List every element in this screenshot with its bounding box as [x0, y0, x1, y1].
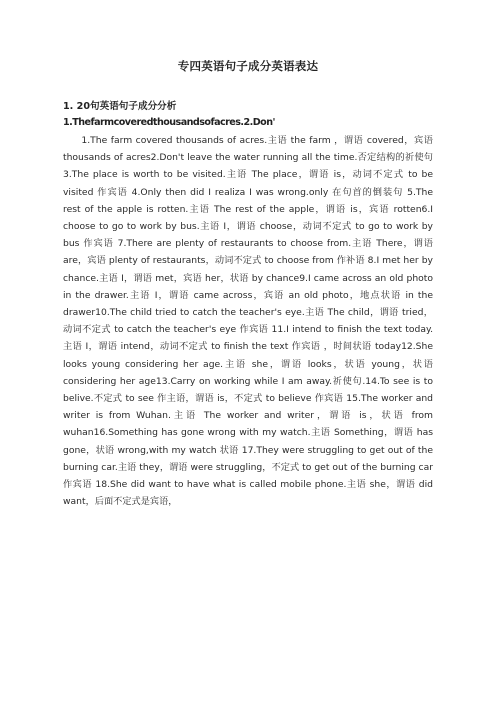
section-subheading: 1.Thefarmcoveredthousandsofacres.2.Don'	[63, 117, 275, 128]
body-paragraph: 1.The farm covered thousands of acres.主语 the farm ，谓语 covered，宾语 thousands of acres2.Don't leave the water running all the time.否定结构的祈使句 3.The place is worth to be visited.主语 The place，谓语 is，动词不定式 to be visited 作宾语 4.Only then did I realiza I was wrong.only 在句首的倒装句 5.The rest of the apple is rotten.主语 The rest of the apple，谓语 is，宾语 rotten6.I choose to go to work by bus.主语 I，谓语 choose，动词不定式 to go to work by bus 作宾语 7.There are plenty of restaurants to choose from.主语 There，谓语 are，宾语 plenty of restaurants，动词不定式 to choose from 作补语 8.I met her by chance.主语 I，谓语 met，宾语 her，状语 by chance9.I came across an old photo in the drawer.主语 I，谓语 came across，宾语 an old photo，地点状语 in the drawer10.The child tried to catch the teacher's eye.主语 The child，谓语 tried，动词不定式 to catch the teacher's eye 作宾语 11.I intend to finish the text today.主语 I，谓语 intend，动词不定式 to finish the text 作宾语 ，时间状语 today12.She looks young considering her age.主语 she，谓语 looks，状语 young，状语 considering her age13.Carry on working while I am away.祈使句.14.To see is to belive.不定式 to see 作主语，谓语 is，不定式 to believe 作宾语 15.The worker and writer is from Wuhan.主语 The worker and writer，谓语 is，状语 from wuhan16.Something has gone wrong with my watch.主语 Something，谓语 has gone，状语 wrong,with my watch 状语 17.They were struggling to get out of the burning car.主语 they，谓语 were struggling，不定式 to get out of the burning car 作宾语 18.She did want to have what is called mobile phone.主语 she，谓语 did want，后面不定式是宾语，	[63, 135, 433, 508]
section-heading: 1. 20句英语句子成分分析	[63, 101, 177, 112]
document-title: 专四英语句子成分英语表达	[177, 59, 319, 73]
